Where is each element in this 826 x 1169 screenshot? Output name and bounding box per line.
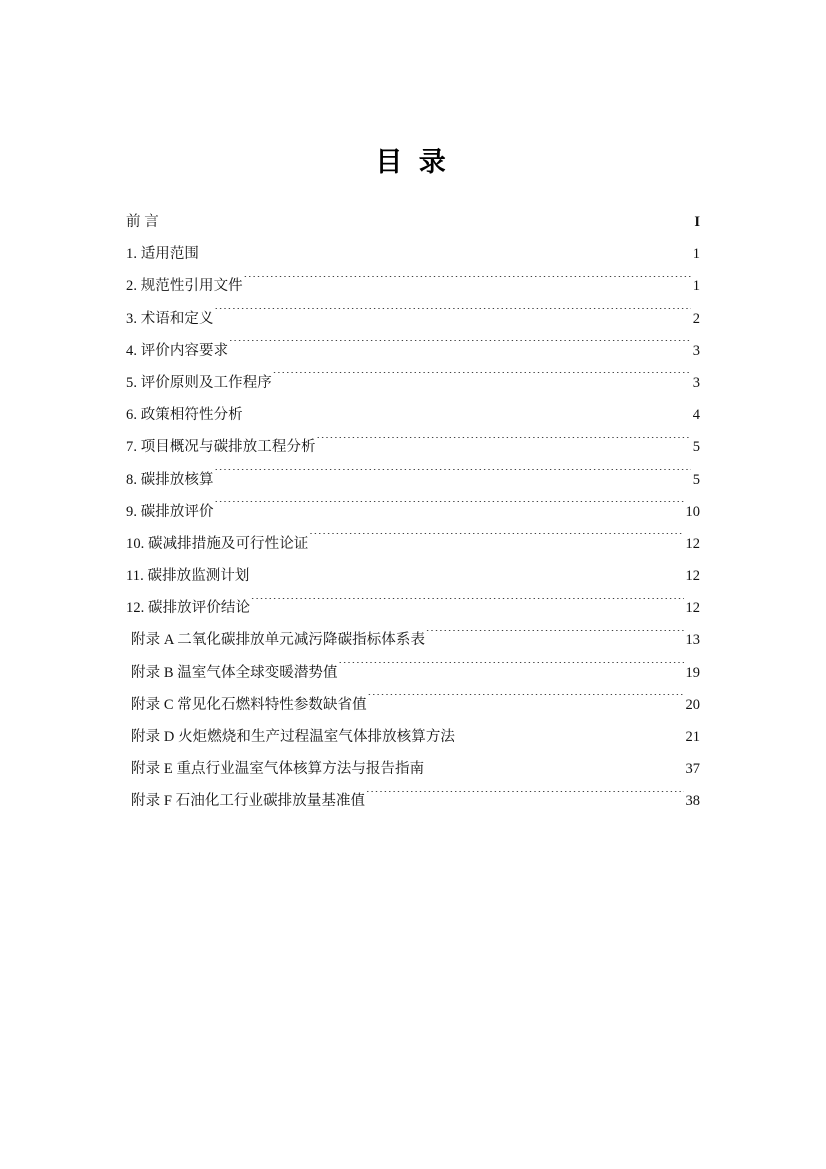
toc-entry-label: 9. 碳排放评价 xyxy=(126,503,214,520)
toc-entry-page-number: 20 xyxy=(685,696,700,713)
toc-entry-label: 5. 评价原则及工作程序 xyxy=(126,374,272,391)
toc-dot-leader xyxy=(244,405,691,420)
toc-entry[interactable] xyxy=(126,464,700,496)
toc-entry[interactable] xyxy=(126,303,700,335)
toc-entry[interactable] xyxy=(126,657,700,689)
toc-entry-page-number: 38 xyxy=(685,793,700,810)
toc-entry-page-number: I xyxy=(694,214,700,230)
toc-entry-label: 4. 评价内容要求 xyxy=(126,342,229,359)
toc-entry[interactable] xyxy=(126,624,700,656)
toc-entry-page-number: 1 xyxy=(692,246,700,263)
toc-entry-page-number: 13 xyxy=(685,632,700,649)
toc-entry-label: 8. 碳排放核算 xyxy=(126,471,214,488)
toc-entry-label: 附录 E 重点行业温室气体核算方法与报告指南 xyxy=(131,761,425,778)
toc-entry-label: 前 言 xyxy=(126,214,159,230)
toc-entry[interactable] xyxy=(126,560,700,592)
toc-entry-page-number: 10 xyxy=(685,503,700,520)
toc-entry[interactable] xyxy=(126,753,700,785)
toc-dot-leader xyxy=(309,533,683,548)
toc-entry-label: 2. 规范性引用文件 xyxy=(126,278,243,295)
toc-entry-page-number: 12 xyxy=(685,535,700,552)
toc-dot-leader xyxy=(215,501,684,516)
toc-entry-label: 3. 术语和定义 xyxy=(126,310,214,327)
toc-entry-label: 11. 碳排放监测计划 xyxy=(126,568,250,585)
toc-entry-page-number: 37 xyxy=(685,761,700,778)
toc-entry[interactable] xyxy=(126,431,700,463)
toc-dot-leader xyxy=(215,308,691,323)
toc-entry-page-number: 2 xyxy=(692,310,700,327)
toc-dot-leader xyxy=(251,566,684,581)
toc-dot-leader xyxy=(368,694,684,709)
toc-entry-page-number: 3 xyxy=(692,342,700,359)
toc-entry-page-number: 19 xyxy=(685,664,700,681)
toc-entry-label: 1. 适用范围 xyxy=(126,246,200,263)
toc-dot-leader xyxy=(425,759,683,774)
toc-entry[interactable] xyxy=(126,592,700,624)
toc-dot-leader xyxy=(251,598,683,613)
toc-entry[interactable] xyxy=(126,528,700,560)
toc-entry-page-number: 4 xyxy=(692,407,700,424)
toc-entry[interactable] xyxy=(126,689,700,721)
toc-entry-label: 附录 B 温室气体全球变暖潜势值 xyxy=(131,664,338,681)
toc-entry-label: 7. 项目概况与碳排放工程分析 xyxy=(126,439,316,456)
toc-entry[interactable] xyxy=(126,785,700,817)
toc-dot-leader xyxy=(229,340,691,355)
table-of-contents-list xyxy=(126,206,700,818)
toc-entry-page-number: 3 xyxy=(692,374,700,391)
toc-entry-label: 12. 碳排放评价结论 xyxy=(126,600,251,617)
toc-entry[interactable] xyxy=(126,496,700,528)
toc-dot-leader xyxy=(273,372,691,387)
toc-entry-page-number: 12 xyxy=(685,600,700,617)
toc-dot-leader xyxy=(366,791,683,806)
toc-entry-label: 附录 C 常见化石燃料特性参数缺省值 xyxy=(131,696,367,713)
toc-dot-leader xyxy=(339,662,684,677)
toc-entry-label: 附录 F 石油化工行业碳排放量基准值 xyxy=(131,793,366,810)
toc-entry-label: 10. 碳减排措施及可行性论证 xyxy=(126,535,309,552)
toc-dot-leader xyxy=(200,244,691,259)
toc-dot-leader xyxy=(317,437,691,452)
page-title: 目 录 xyxy=(375,147,451,177)
toc-dot-leader xyxy=(456,727,684,742)
toc-entry-page-number: 12 xyxy=(685,568,700,585)
toc-dot-leader xyxy=(215,469,691,484)
toc-entry[interactable] xyxy=(126,270,700,302)
toc-entry-page-number: 5 xyxy=(692,439,700,456)
toc-entry[interactable] xyxy=(126,721,700,753)
toc-entry[interactable] xyxy=(126,335,700,367)
toc-entry[interactable] xyxy=(126,367,700,399)
toc-entry-label: 6. 政策相符性分析 xyxy=(126,407,243,424)
toc-entry[interactable] xyxy=(126,206,700,238)
toc-entry-page-number: 1 xyxy=(692,278,700,295)
toc-entry-label: 附录 D 火炬燃烧和生产过程温室气体排放核算方法 xyxy=(131,729,455,745)
toc-entry-label: 附录 A 二氧化碳排放单元减污降碳指标体系表 xyxy=(131,632,426,649)
toc-dot-leader xyxy=(426,630,683,645)
toc-entry-page-number: 21 xyxy=(685,729,700,745)
toc-entry[interactable] xyxy=(126,399,700,431)
toc-entry[interactable] xyxy=(126,238,700,270)
toc-dot-leader xyxy=(244,276,691,291)
toc-entry-page-number: 5 xyxy=(692,471,700,488)
toc-dot-leader xyxy=(160,212,693,227)
